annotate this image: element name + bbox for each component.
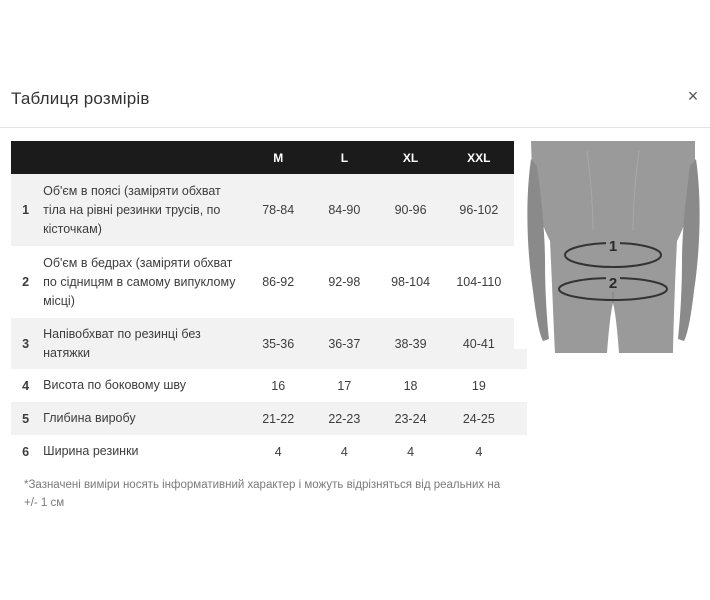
row-value: 96-102 (444, 174, 514, 246)
row-number: 5 (11, 402, 40, 435)
row-number: 4 (22, 378, 30, 393)
row-number: 2 (22, 275, 30, 289)
modal-title: Таблиця розмірів (11, 89, 150, 108)
row-value: 17 (337, 378, 352, 393)
header-size-xxl: XXL (444, 141, 514, 174)
row-value: 19 (471, 378, 486, 393)
marker-1: 1 (608, 238, 618, 255)
table-row (11, 318, 514, 369)
row-value: 98-104 (391, 275, 431, 289)
row-number: 6 (22, 444, 30, 459)
row-label: Ширина резинки (43, 444, 139, 458)
row-value: 18 (403, 378, 418, 393)
row-label: Напівобхват по резинці без натяжки (40, 318, 245, 369)
row-shade-extension (514, 349, 527, 369)
row-value: 40-41 (444, 318, 514, 369)
row-value: 4 (274, 444, 282, 459)
row-value: 24-25 (444, 402, 514, 435)
row-value: 23-24 (377, 402, 443, 435)
header-empty-desc (40, 141, 245, 174)
row-value: 21-22 (245, 402, 311, 435)
footnote: *Зазначені виміри носять інформативний характер і можуть відрізняться від реальних на +/- 1 см (24, 479, 501, 509)
row-value: 22-23 (311, 402, 377, 435)
row-shade-extension (514, 402, 527, 435)
row-value: 4 (407, 444, 415, 459)
table-header-row (11, 141, 514, 174)
row-value: 86-92 (262, 275, 295, 289)
row-number: 3 (11, 318, 40, 369)
row-value: 35-36 (245, 318, 311, 369)
row-label: Глибина виробу (40, 402, 245, 435)
marker-2: 2 (608, 275, 618, 292)
row-value: 104-110 (456, 275, 502, 289)
row-value: 36-37 (311, 318, 377, 369)
header-size-m: M (245, 141, 311, 174)
header-size-l: L (311, 141, 377, 174)
table-row (11, 435, 514, 468)
row-value: 90-96 (377, 174, 443, 246)
row-label: Об'єм в бедрах (заміряти обхват по сідницям в самому випуклому місці) (43, 255, 236, 308)
header-size-xl: XL (377, 141, 443, 174)
table-row (11, 402, 514, 435)
close-icon[interactable]: × (687, 86, 699, 106)
row-value: 4 (340, 444, 348, 459)
modal-header (0, 80, 710, 128)
row-value: 4 (475, 444, 483, 459)
header-empty-num (11, 141, 40, 174)
row-value: 84-90 (311, 174, 377, 246)
row-value: 92-98 (328, 275, 361, 289)
row-label: Об'єм в поясі (заміряти обхват тіла на рівні резинки трусів, по кісточкам) (40, 174, 245, 246)
row-value: 16 (271, 378, 286, 393)
row-number: 1 (11, 174, 40, 246)
body-measurement-figure (527, 141, 700, 353)
row-label: Висота по боковому шву (43, 378, 186, 392)
table-row (11, 174, 514, 246)
table-row (11, 369, 514, 402)
row-value: 78-84 (245, 174, 311, 246)
size-table (11, 141, 514, 468)
table-row (11, 246, 514, 318)
row-value: 38-39 (377, 318, 443, 369)
